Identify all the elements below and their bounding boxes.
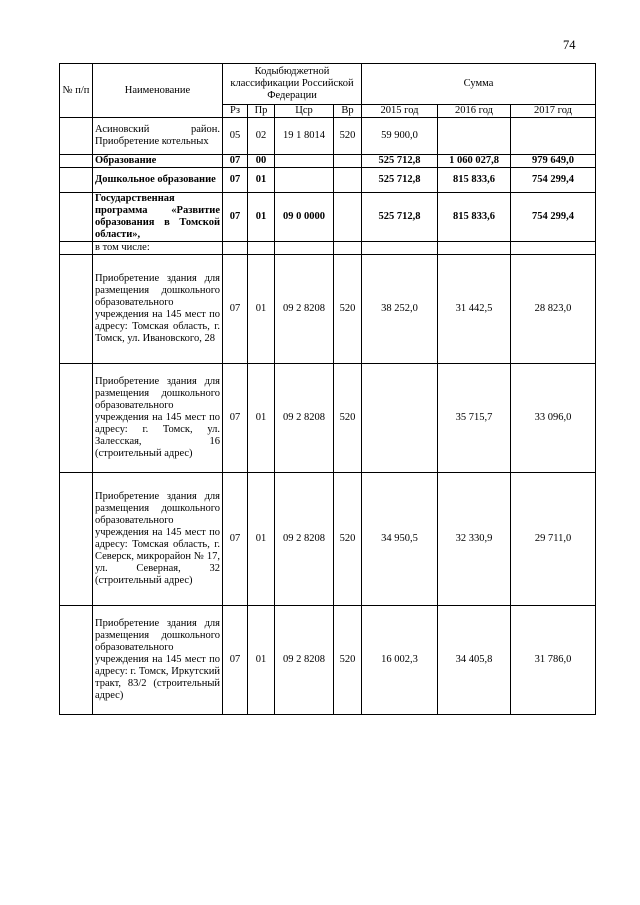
header-name: Наименование: [93, 64, 223, 118]
header-codes: Кодыбюджетной классификации Российской Федерации: [223, 64, 362, 105]
cell-rz: 07: [223, 193, 248, 242]
cell-name: Приобретение здания для размещения дошкольного образовательного учреждения на 145 мест по адресу: г. Томск, Иркутский тракт, 83/2 (строительный адрес): [93, 606, 223, 715]
cell-2016: 1 060 027,8: [438, 155, 511, 168]
cell-rz: 07: [223, 168, 248, 193]
cell-2015: 34 950,5: [362, 473, 438, 606]
cell-name: Образование: [93, 155, 223, 168]
cell-2015: 38 252,0: [362, 255, 438, 364]
table-row: [60, 118, 596, 155]
cell-csr: 19 1 8014: [275, 118, 334, 155]
header-rz: Рз: [223, 105, 248, 118]
header-2016: 2016 год: [438, 105, 511, 118]
cell-rz: 07: [223, 473, 248, 606]
table-row: [60, 155, 596, 168]
cell-pr: 01: [248, 364, 275, 473]
header-pr: Пр: [248, 105, 275, 118]
cell-rz: 05: [223, 118, 248, 155]
table-row: [60, 193, 596, 242]
cell-pr: 01: [248, 606, 275, 715]
cell-name: в том числе:: [93, 242, 223, 255]
cell-2017: 979 649,0: [511, 155, 596, 168]
cell-2017: 31 786,0: [511, 606, 596, 715]
cell-2017: 754 299,4: [511, 193, 596, 242]
cell-2015: 525 712,8: [362, 155, 438, 168]
cell-name: Дошкольное образование: [93, 168, 223, 193]
cell-pr: 01: [248, 193, 275, 242]
header-sum: Сумма: [362, 64, 596, 105]
table-row: [60, 168, 596, 193]
cell-number: [60, 255, 93, 364]
cell-rz: 07: [223, 606, 248, 715]
cell-2015: 59 900,0: [362, 118, 438, 155]
cell-name: Асиновский район. Приобретение котельных: [93, 118, 223, 155]
cell-pr: 01: [248, 255, 275, 364]
cell-number: [60, 473, 93, 606]
cell-pr: 02: [248, 118, 275, 155]
cell-number: [60, 155, 93, 168]
header-number: № п/п: [60, 64, 93, 118]
cell-vr: [334, 168, 362, 193]
cell-number: [60, 168, 93, 193]
table-row: [60, 364, 596, 473]
header-vr: Вр: [334, 105, 362, 118]
cell-name: Приобретение здания для размещения дошкольного образовательного учреждения на 145 мест по адресу: Томская область, г. Томск, ул. Ивановского, 28: [93, 255, 223, 364]
cell-2015: [362, 242, 438, 255]
cell-pr: 01: [248, 473, 275, 606]
table-header-row: [60, 64, 596, 105]
header-csr: Цср: [275, 105, 334, 118]
budget-table: [59, 63, 596, 715]
header-2017: 2017 год: [511, 105, 596, 118]
cell-2015: [362, 364, 438, 473]
table-row: [60, 606, 596, 715]
cell-vr: [334, 193, 362, 242]
cell-rz: [223, 242, 248, 255]
cell-number: [60, 606, 93, 715]
cell-2016: 34 405,8: [438, 606, 511, 715]
cell-vr: 520: [334, 364, 362, 473]
cell-rz: 07: [223, 255, 248, 364]
cell-csr: [275, 242, 334, 255]
cell-2017: 28 823,0: [511, 255, 596, 364]
cell-csr: 09 2 8208: [275, 255, 334, 364]
table-row: [60, 473, 596, 606]
cell-name: Государственная программа «Развитие образования в Томской области»,: [93, 193, 223, 242]
cell-pr: [248, 242, 275, 255]
cell-2016: 815 833,6: [438, 193, 511, 242]
cell-pr: 01: [248, 168, 275, 193]
cell-name: Приобретение здания для размещения дошкольного образовательного учреждения на 145 мест по адресу: Томская область, г. Северск, микрорайон № 17, ул. Северная, 32 (строительный адрес): [93, 473, 223, 606]
cell-name: Приобретение здания для размещения дошкольного образовательного учреждения на 145 мест по адресу: г. Томск, ул. Залесская, 16 (строительный адрес): [93, 364, 223, 473]
cell-csr: [275, 168, 334, 193]
table-row: [60, 255, 596, 364]
cell-vr: 520: [334, 255, 362, 364]
cell-number: [60, 193, 93, 242]
cell-pr: 00: [248, 155, 275, 168]
cell-2015: 525 712,8: [362, 168, 438, 193]
cell-2016: 815 833,6: [438, 168, 511, 193]
cell-rz: 07: [223, 155, 248, 168]
header-2015: 2015 год: [362, 105, 438, 118]
cell-2016: 35 715,7: [438, 364, 511, 473]
cell-2017: 29 711,0: [511, 473, 596, 606]
cell-vr: 520: [334, 606, 362, 715]
cell-csr: 09 2 8208: [275, 364, 334, 473]
cell-2016: [438, 118, 511, 155]
table-row: [60, 242, 596, 255]
cell-vr: 520: [334, 473, 362, 606]
cell-2017: 33 096,0: [511, 364, 596, 473]
cell-2016: 32 330,9: [438, 473, 511, 606]
cell-2016: [438, 242, 511, 255]
cell-2015: 16 002,3: [362, 606, 438, 715]
cell-vr: 520: [334, 118, 362, 155]
cell-csr: 09 2 8208: [275, 606, 334, 715]
cell-number: [60, 118, 93, 155]
cell-2017: 754 299,4: [511, 168, 596, 193]
page-number: 74: [563, 38, 576, 52]
cell-csr: 09 0 0000: [275, 193, 334, 242]
cell-2016: 31 442,5: [438, 255, 511, 364]
cell-vr: [334, 155, 362, 168]
cell-csr: [275, 155, 334, 168]
cell-number: [60, 242, 93, 255]
cell-rz: 07: [223, 364, 248, 473]
cell-2015: 525 712,8: [362, 193, 438, 242]
cell-number: [60, 364, 93, 473]
cell-2017: [511, 118, 596, 155]
cell-csr: 09 2 8208: [275, 473, 334, 606]
cell-2017: [511, 242, 596, 255]
cell-vr: [334, 242, 362, 255]
